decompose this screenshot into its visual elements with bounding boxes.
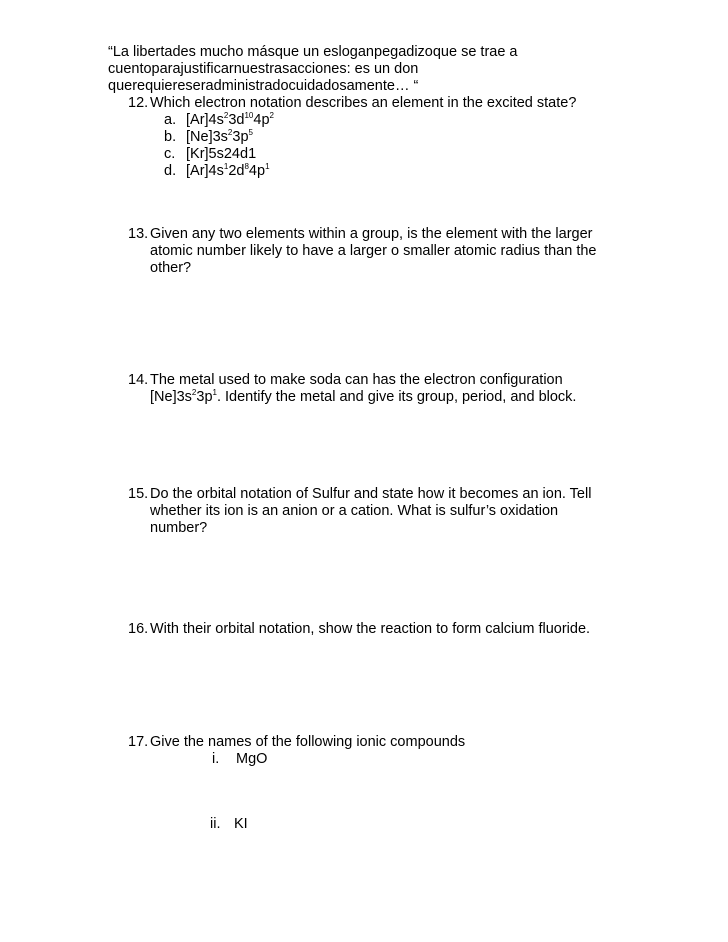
option-c: c. [Kr]5s24d1 (164, 146, 257, 162)
quote-line-2: cuentoparajustificarnuestrasacciones: es un don (108, 61, 419, 77)
answer-options (164, 112, 628, 180)
question-text: With their orbital notation, show the reaction to form calcium fluoride. (150, 621, 591, 637)
question-15 (128, 486, 618, 537)
option-a: a. $[Ar]4s^23d^{10}4p^2$ (164, 111, 274, 128)
option-text: $[Ar]4s^12d^84p^1$ (186, 162, 270, 179)
question-text: Given any two elements within a group, is the element with the larger atomic number likely to have a larger o smaller atomic radius than the other? (150, 226, 597, 276)
question-17 (128, 734, 628, 751)
question-number: 16. (128, 621, 149, 637)
compound-item-ii: ii. KI (210, 816, 248, 832)
quote-line-1: “La libertades mucho másque un esloganpegadizoque se trae a (108, 44, 518, 60)
question-13 (128, 226, 598, 277)
compound-item-i: i. MgO (212, 751, 268, 767)
question-number: 15. (128, 486, 149, 502)
question-text: Do the orbital notation of Sulfur and state how it becomes an ion. Tell whether its ion is an anion or a cation. What is sulfur’s oxidation number? (150, 486, 592, 536)
option-b: b. $[Ne]3s^23p^5$ (164, 128, 253, 145)
question-number: 17. (128, 734, 149, 750)
option-d: d. $[Ar]4s^12d^84p^1$ (164, 162, 270, 179)
quote-line-3: querequiereseradministradocuidadosamente… “ (108, 78, 419, 94)
question-text: The metal used to make soda can has the electron configuration $[Ne]3s^23p^1$. Identify the metal and give its group, period, and block. (150, 372, 577, 405)
compound-name: MgO (236, 751, 268, 767)
question-text: Which electron notation describes an element in the excited state? (150, 95, 577, 111)
question-12 (128, 95, 628, 180)
question-number: 13. (128, 226, 149, 242)
question-14 (128, 372, 628, 406)
epigraph-quote (108, 44, 578, 95)
option-text: $[Ar]4s^23d^{10}4p^2$ (186, 111, 274, 128)
question-16 (128, 621, 628, 638)
option-text: $[Ne]3s^23p^5$ (186, 128, 253, 145)
question-text: Give the names of the following ionic compounds (150, 734, 466, 750)
question-number: 14. (128, 372, 149, 388)
option-text: [Kr]5s24d1 (186, 146, 257, 162)
question-number: 12. (128, 95, 149, 111)
compound-name: KI (234, 816, 248, 832)
